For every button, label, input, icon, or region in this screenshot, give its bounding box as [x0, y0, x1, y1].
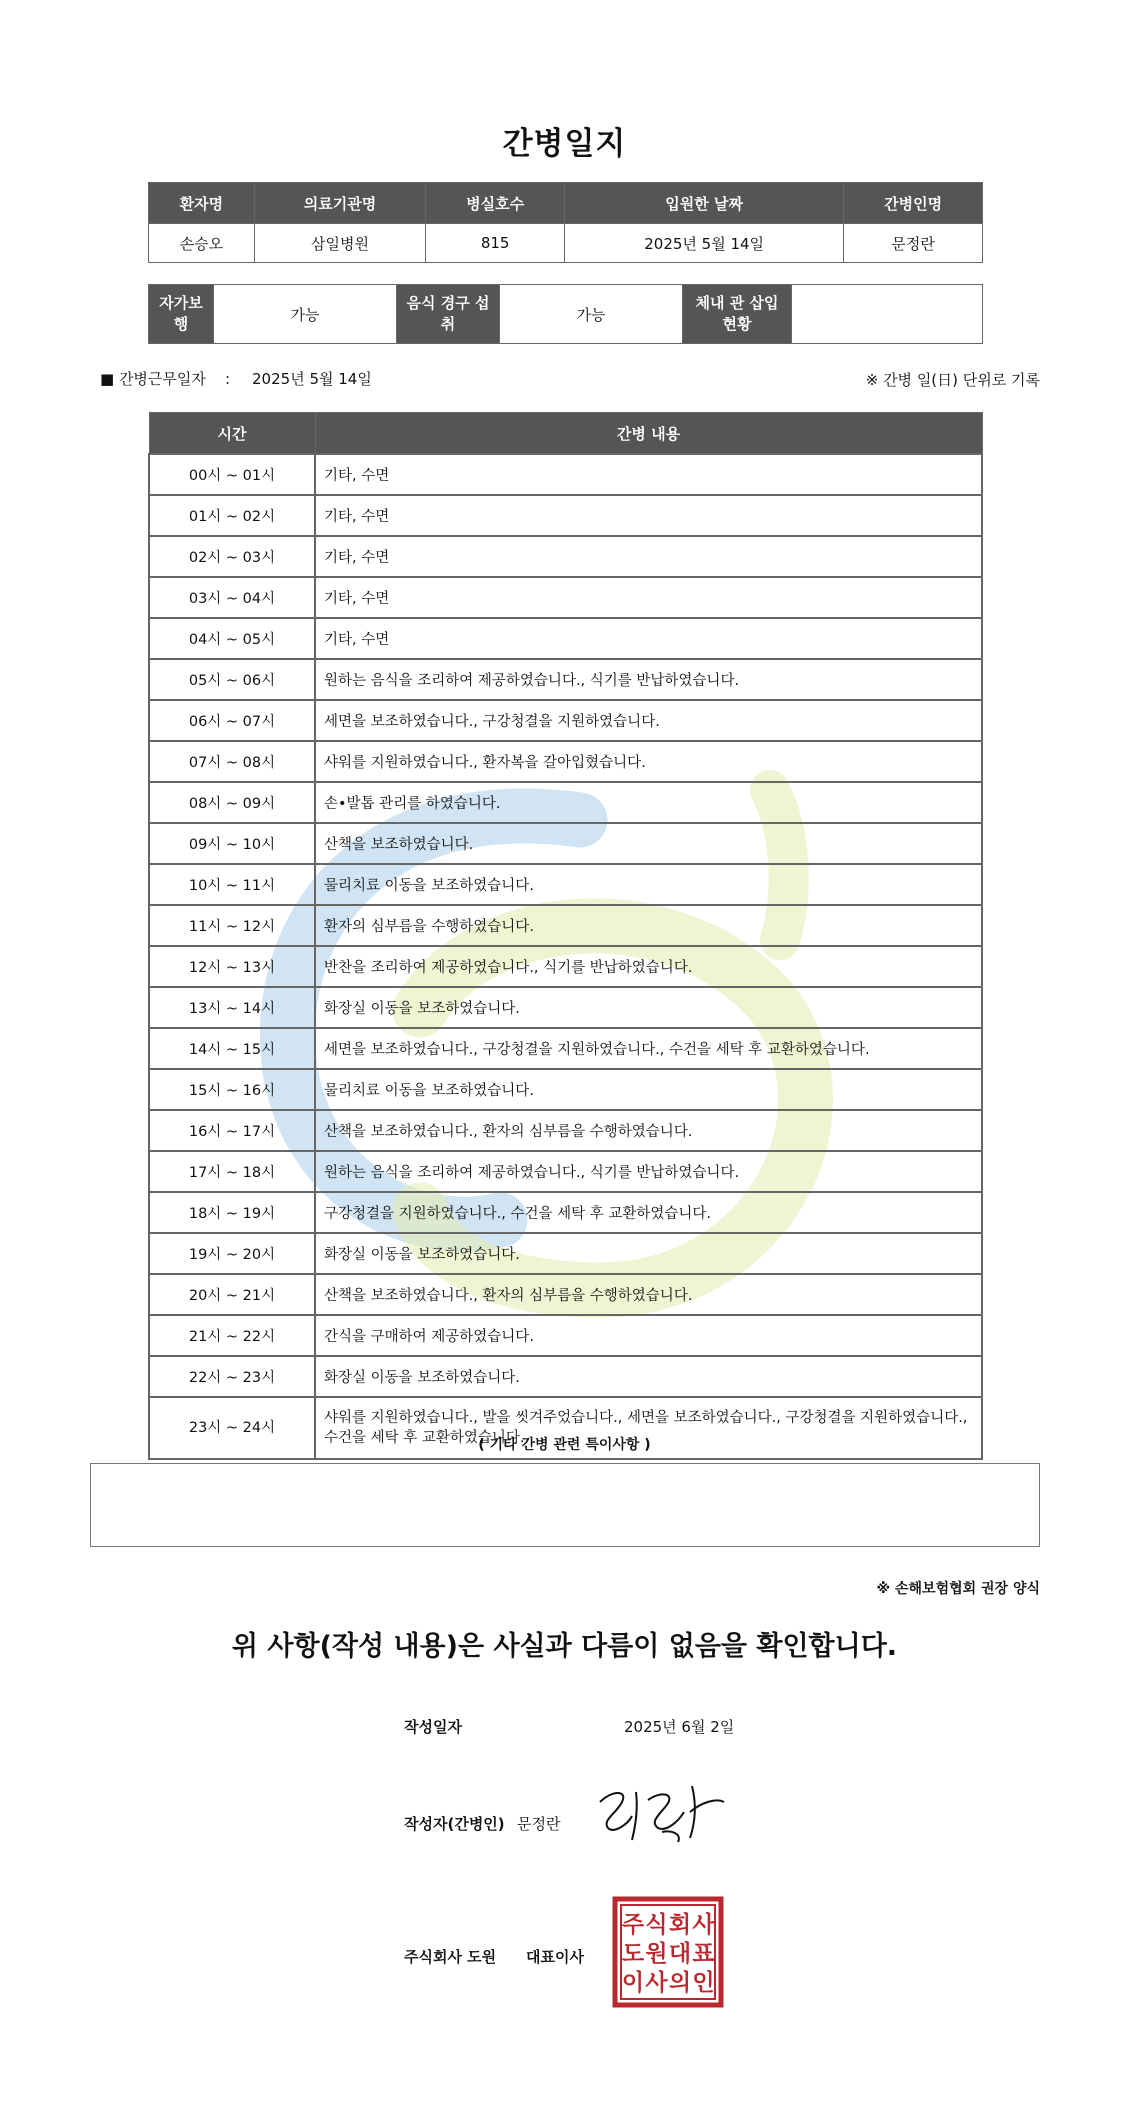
association-note: ※ 손해보험협회 권장 양식	[876, 1581, 1040, 1597]
self-walk-value: 가능	[214, 285, 397, 344]
company-name: 주식회사 도원	[404, 1948, 497, 1966]
seal-char: 대	[668, 1941, 692, 1967]
log-time: 11시 ~ 12시	[149, 905, 315, 946]
log-time: 05시 ~ 06시	[149, 659, 315, 700]
table-row	[149, 1028, 982, 1069]
log-content: 산책을 보조하였습니다., 환자의 심부름을 수행하였습니다.	[315, 1274, 982, 1315]
work-date-label: ■ 간병근무일자 :	[100, 370, 231, 388]
header-hospital-name: 의료기관명	[254, 183, 426, 224]
patient-name: 손승오	[149, 224, 255, 263]
table-row	[149, 536, 982, 577]
table-row	[149, 495, 982, 536]
table-row	[149, 864, 982, 905]
log-content: 물리치료 이동을 보조하였습니다.	[315, 1069, 982, 1110]
table-row	[149, 454, 982, 495]
log-time: 06시 ~ 07시	[149, 700, 315, 741]
confirm-statement: 위 사항(작성 내용)은 사실과 다름이 없음을 확인합니다.	[231, 1631, 898, 1662]
log-time: 12시 ~ 13시	[149, 946, 315, 987]
header-caregiver-name: 간병인명	[844, 183, 983, 224]
admission-date: 2025년 5월 14일	[564, 224, 843, 263]
log-time: 04시 ~ 05시	[149, 618, 315, 659]
header-care-content: 간병 내용	[315, 413, 982, 455]
log-time: 09시 ~ 10시	[149, 823, 315, 864]
table-row	[149, 823, 982, 864]
ceo-label: 대표이사	[526, 1948, 584, 1966]
table-row	[149, 1233, 982, 1274]
log-content: 세면을 보조하였습니다., 구강청결을 지원하였습니다., 수건을 세탁 후 교환하였습니다.	[315, 1028, 982, 1069]
log-time: 17시 ~ 18시	[149, 1151, 315, 1192]
patient-info-table	[148, 182, 983, 263]
table-row	[149, 700, 982, 741]
special-notes-label: ( 기타 간병 관련 특이사항 )	[478, 1437, 651, 1453]
log-time: 14시 ~ 15시	[149, 1028, 315, 1069]
hospital-name: 삼일병원	[254, 224, 426, 263]
log-content: 산책을 보조하였습니다., 환자의 심부름을 수행하였습니다.	[315, 1110, 982, 1151]
care-log-table	[148, 412, 983, 1460]
log-content: 환자의 심부름을 수행하였습니다.	[315, 905, 982, 946]
header-room-number: 병실호수	[426, 183, 565, 224]
seal-char: 식	[645, 1912, 668, 1938]
log-time: 22시 ~ 23시	[149, 1356, 315, 1397]
table-row	[149, 1151, 982, 1192]
header-admission-date: 입원한 날짜	[564, 183, 843, 224]
log-time: 10시 ~ 11시	[149, 864, 315, 905]
log-content: 기타, 수면	[315, 454, 982, 495]
log-content: 화장실 이동을 보조하였습니다.	[315, 1356, 982, 1397]
author-label: 작성자(간병인)	[404, 1815, 505, 1833]
room-number: 815	[426, 224, 565, 263]
log-content: 기타, 수면	[315, 618, 982, 659]
daily-record-note: ※ 간병 일(日) 단위로 기록	[865, 371, 1040, 389]
log-time: 16시 ~ 17시	[149, 1110, 315, 1151]
log-content: 샤워를 지원하였습니다., 발을 씻겨주었습니다., 세면을 보조하였습니다., 구강청결을 지원하였습니다., 수건을 세탁 후 교환하였습니다.	[315, 1397, 982, 1459]
log-time: 18시 ~ 19시	[149, 1192, 315, 1233]
table-row	[149, 987, 982, 1028]
table-row	[149, 741, 982, 782]
log-content: 기타, 수면	[315, 536, 982, 577]
info-header-row	[149, 183, 983, 224]
log-time: 00시 ~ 01시	[149, 454, 315, 495]
table-row	[149, 1069, 982, 1110]
seal-char: 사	[645, 1970, 668, 1996]
tube-value	[792, 285, 983, 344]
patient-status-table	[148, 284, 983, 344]
log-time: 15시 ~ 16시	[149, 1069, 315, 1110]
work-date: 2025년 5월 14일	[252, 370, 372, 388]
log-time: 08시 ~ 09시	[149, 782, 315, 823]
log-time: 03시 ~ 04시	[149, 577, 315, 618]
seal-char: 인	[692, 1970, 715, 1996]
seal-char: 주	[621, 1912, 645, 1938]
log-content: 손•발톱 관리를 하였습니다.	[315, 782, 982, 823]
log-content: 화장실 이동을 보조하였습니다.	[315, 1233, 982, 1274]
self-walk-label: 자가보행	[149, 285, 214, 344]
special-notes-box	[90, 1463, 1040, 1547]
log-time: 07시 ~ 08시	[149, 741, 315, 782]
table-row	[149, 905, 982, 946]
log-time: 23시 ~ 24시	[149, 1397, 315, 1459]
log-content: 세면을 보조하였습니다., 구강청결을 지원하였습니다.	[315, 700, 982, 741]
company-seal-icon	[612, 1896, 724, 2008]
seal-char: 의	[668, 1970, 692, 1996]
caregiver-name: 문정란	[844, 224, 983, 263]
table-row	[149, 1110, 982, 1151]
log-time: 21시 ~ 22시	[149, 1315, 315, 1356]
log-time: 02시 ~ 03시	[149, 536, 315, 577]
page-title: 간병일지	[502, 126, 627, 162]
handwritten-signature-icon	[592, 1772, 732, 1852]
log-content: 기타, 수면	[315, 495, 982, 536]
table-row	[149, 618, 982, 659]
oral-intake-value: 가능	[500, 285, 683, 344]
log-content: 원하는 음식을 조리하여 제공하였습니다., 식기를 반납하였습니다.	[315, 659, 982, 700]
table-row	[149, 946, 982, 987]
log-body	[149, 454, 982, 1459]
log-content: 원하는 음식을 조리하여 제공하였습니다., 식기를 반납하였습니다.	[315, 1151, 982, 1192]
seal-char: 회	[668, 1912, 692, 1938]
work-date-line	[100, 368, 372, 389]
log-content: 간식을 구매하여 제공하였습니다.	[315, 1315, 982, 1356]
written-date: 2025년 6월 2일	[624, 1718, 735, 1736]
status-row	[149, 285, 983, 344]
table-row	[149, 1274, 982, 1315]
log-content: 샤워를 지원하였습니다., 환자복을 갈아입혔습니다.	[315, 741, 982, 782]
log-content: 구강청결을 지원하였습니다., 수건을 세탁 후 교환하였습니다.	[315, 1192, 982, 1233]
log-time: 20시 ~ 21시	[149, 1274, 315, 1315]
table-row	[149, 1192, 982, 1233]
log-content: 산책을 보조하였습니다.	[315, 823, 982, 864]
author-name: 문정란	[517, 1815, 561, 1833]
seal-char: 이	[621, 1970, 645, 1996]
seal-char: 사	[692, 1912, 715, 1938]
header-patient-name: 환자명	[149, 183, 255, 224]
log-content: 물리치료 이동을 보조하였습니다.	[315, 864, 982, 905]
table-row	[149, 659, 982, 700]
log-time: 13시 ~ 14시	[149, 987, 315, 1028]
log-header-row	[149, 413, 982, 455]
table-row	[149, 1315, 982, 1356]
table-row	[149, 577, 982, 618]
seal-char: 원	[645, 1941, 668, 1967]
tube-label: 체내 관 삽입 현황	[683, 285, 792, 344]
log-time: 01시 ~ 02시	[149, 495, 315, 536]
header-time: 시간	[149, 413, 315, 455]
log-content: 기타, 수면	[315, 577, 982, 618]
seal-char: 도	[621, 1941, 645, 1967]
seal-char: 표	[692, 1941, 715, 1967]
log-time: 19시 ~ 20시	[149, 1233, 315, 1274]
log-content: 화장실 이동을 보조하였습니다.	[315, 987, 982, 1028]
info-value-row	[149, 224, 983, 263]
written-date-label: 작성일자	[404, 1718, 462, 1736]
table-row	[149, 1356, 982, 1397]
log-content: 반찬을 조리하여 제공하였습니다., 식기를 반납하였습니다.	[315, 946, 982, 987]
oral-intake-label: 음식 경구 섭취	[397, 285, 500, 344]
table-row	[149, 782, 982, 823]
